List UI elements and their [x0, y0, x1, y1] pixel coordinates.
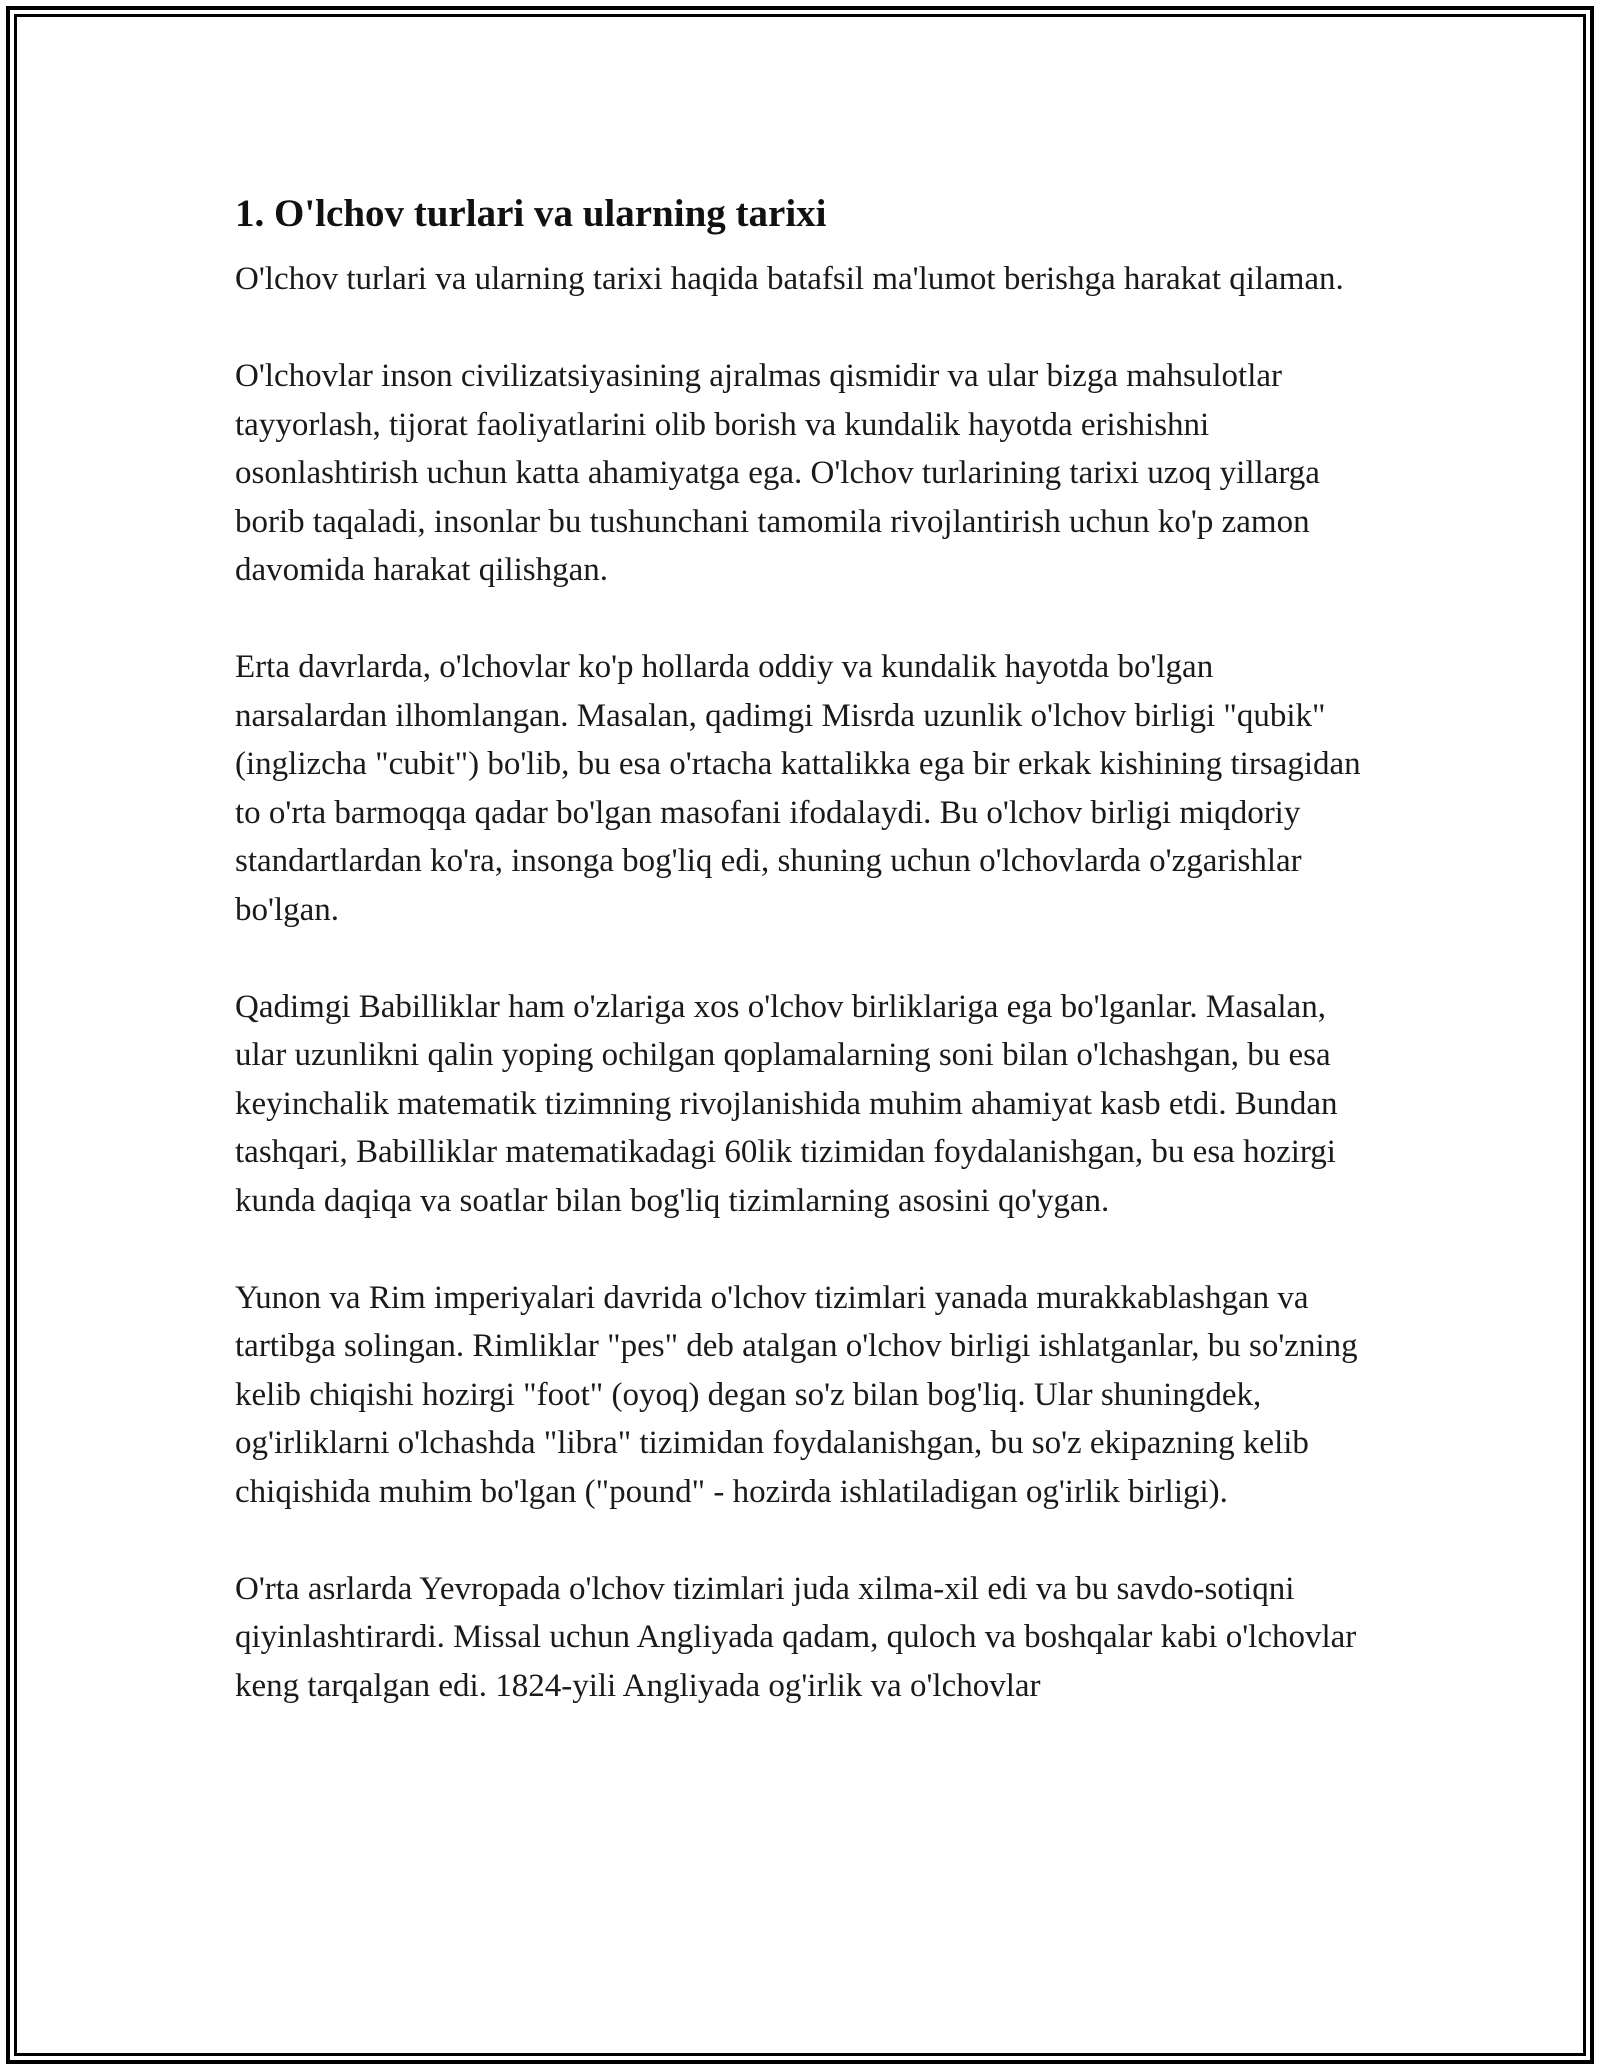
paragraph-babylonians: Qadimgi Babilliklar ham o'zlariga xos o'lchov birliklariga ega bo'lganlar. Masalan, ular uzunlikni qalin yoping ochilgan qoplamalarning soni bilan o'lchashgan, bu esa keyinchalik matematik tizimning rivojlanishida muhim ahamiyat kasb etdi. Bundan tashqari, Babilliklar matematikadagi 60lik tizimidan foydalanishgan, bu esa hozirgi kunda daqiqa va soatlar bilan bog'liq tizimlarning asosini qo'ygan.	[235, 988, 1338, 1219]
paragraph-intro: O'lchov turlari va ularning tarixi haqida batafsil ma'lumot berishga harakat qilaman.	[235, 261, 1344, 297]
paragraph-middle-ages: O'rta asrlarda Yevropada o'lchov tizimlari juda xilma-xil edi va bu savdo-sotiqni qiyinlashtirardi. Missal uchun Angliyada qadam, quloch va boshqalar kabi o'lchovlar keng tarqalgan edi. 1824-yili Angliyada og'irlik va o'lchovlar	[235, 1570, 1357, 1704]
paragraph-early-periods: Erta davrlarda, o'lchovlar ko'p hollarda oddiy va kundalik hayotda bo'lgan narsalardan ilhomlangan. Masalan, qadimgi Misrda uzunlik o'lchov birligi "qubik" (inglizcha "cubit") bo'lib, bu esa o'rtacha kattalikka ega bir erkak kishining tirsagidan to o'rta barmoqqa qadar bo'lgan masofani ifodalaydi. Bu o'lchov birligi miqdoriy standartlardan ko'ra, insonga bog'liq edi, shuning uchun o'lchovlarda o'zgarishlar bo'lgan.	[235, 649, 1361, 928]
document-body	[235, 186, 1365, 1759]
paragraph-civilization: O'lchovlar inson civilizatsiyasining ajralmas qismidir va ular bizga mahsulotlar tayyorlash, tijorat faoliyatlarini olib borish va kundalik hayotda erishishni osonlashtirish uchun katta ahamiyatga ega. O'lchov turlarining tarixi uzoq yillarga borib taqaladi, insonlar bu tushunchani tamomila rivojlantirish uchun ko'p zamon davomida harakat qilishgan.	[235, 358, 1320, 588]
paragraph-greek-roman: Yunon va Rim imperiyalari davrida o'lchov tizimlari yanada murakkablashgan va tartibga solingan. Rimliklar "pes" deb atalgan o'lchov birligi ishlatganlar, bu so'zning kelib chiqishi hozirgi "foot" (oyoq) degan so'z bilan bog'liq. Ular shuningdek, og'irliklarni o'lchashda "libra" tizimidan foydalanishgan, bu so'z ekipazning kelib chiqishida muhim bo'lgan ("pound" - hozirda ishlatiladigan og'irlik birligi).	[235, 1279, 1358, 1510]
section-title: 1. O'lchov turlari va ularning tarixi	[235, 192, 827, 235]
